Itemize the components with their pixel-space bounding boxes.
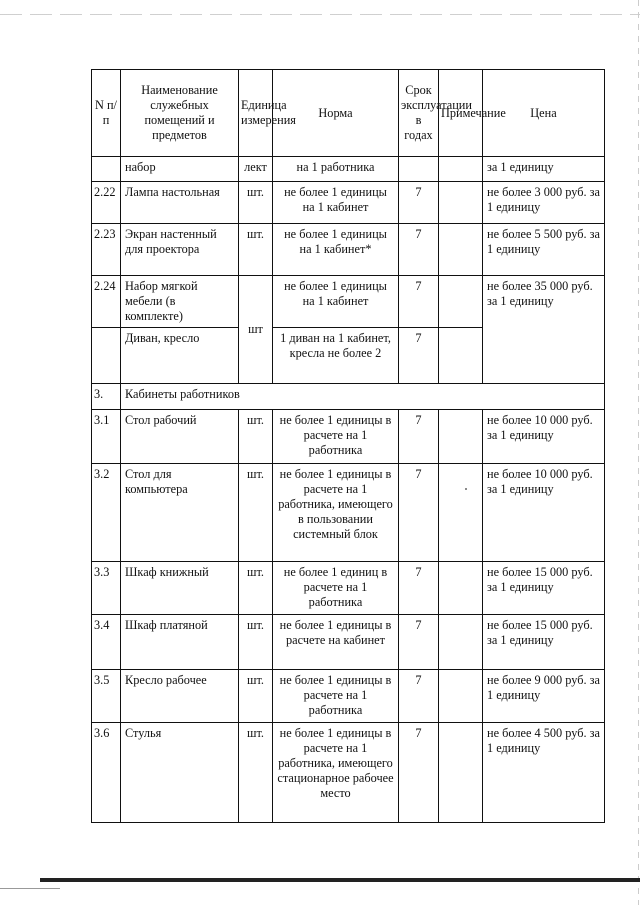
cell-note xyxy=(439,615,483,670)
cell-term: 7 xyxy=(399,410,439,464)
cell-unit: лект xyxy=(239,157,273,182)
scan-top-edge xyxy=(0,14,640,15)
cell-name: Стол для компьютера xyxy=(121,464,239,562)
cell-name: Кресло рабочее xyxy=(121,670,239,723)
cell-unit: шт. xyxy=(239,615,273,670)
cell-norm: не более 1 единицы на 1 кабинет xyxy=(273,182,399,224)
cell-price: не более 3 000 руб. за 1 единицу xyxy=(483,182,605,224)
cell-price: не более 10 000 руб. за 1 единицу xyxy=(483,410,605,464)
cell-term: 7 xyxy=(399,670,439,723)
cell-price: не более 15 000 руб. за 1 единицу xyxy=(483,562,605,615)
cell-num xyxy=(92,157,121,182)
cell-num: 3.2 xyxy=(92,464,121,562)
header-norm: Норма xyxy=(273,70,399,157)
cell-num: 3.5 xyxy=(92,670,121,723)
cell-price: за 1 единицу xyxy=(483,157,605,182)
cell-price: не более 15 000 руб. за 1 единицу xyxy=(483,615,605,670)
cell-note xyxy=(439,224,483,276)
table-row xyxy=(92,615,605,670)
cell-price: не более 35 000 руб. за 1 единицу xyxy=(483,276,605,384)
scan-right-edge xyxy=(638,0,639,905)
table-row xyxy=(92,410,605,464)
cell-num: 2.22 xyxy=(92,182,121,224)
cell-num: 3.4 xyxy=(92,615,121,670)
cell-unit: шт. xyxy=(239,182,273,224)
cell-name: Набор мягкой мебели (в комплекте) xyxy=(121,276,239,328)
cell-norm: не более 1 единицы на 1 кабинет xyxy=(273,276,399,328)
cell-name: Стулья xyxy=(121,723,239,823)
cell-note xyxy=(439,670,483,723)
header-price: Цена xyxy=(483,70,605,157)
table-row xyxy=(92,157,605,182)
cell-num: 3.6 xyxy=(92,723,121,823)
cell-note xyxy=(439,464,483,562)
cell-num: 2.23 xyxy=(92,224,121,276)
cell-name: Лампа настольная xyxy=(121,182,239,224)
cell-unit: шт. xyxy=(239,562,273,615)
cell-num: 3.3 xyxy=(92,562,121,615)
cell-norm: не более 1 единицы в расчете на 1 работника, имеющего стационарное рабочее место xyxy=(273,723,399,823)
header-unit: Единица измерения xyxy=(239,70,273,157)
cell-unit: шт. xyxy=(239,464,273,562)
cell-note xyxy=(439,723,483,823)
cell-unit: шт xyxy=(239,276,273,384)
cell-num xyxy=(92,328,121,384)
cell-term xyxy=(399,157,439,182)
cell-unit: шт. xyxy=(239,723,273,823)
cell-norm: не более 1 единицы в расчете на 1 работника xyxy=(273,410,399,464)
section-title: Кабинеты работников xyxy=(121,384,605,410)
cell-name: набор xyxy=(121,157,239,182)
cell-num: 3.1 xyxy=(92,410,121,464)
cell-term: 7 xyxy=(399,276,439,328)
cell-term: 7 xyxy=(399,328,439,384)
furniture-norms-table xyxy=(91,69,605,823)
cell-term: 7 xyxy=(399,224,439,276)
table-header-row xyxy=(92,70,605,157)
cell-term: 7 xyxy=(399,182,439,224)
table-row xyxy=(92,224,605,276)
cell-note xyxy=(439,562,483,615)
cell-term: 7 xyxy=(399,723,439,823)
cell-name: Экран настенный для проектора xyxy=(121,224,239,276)
scan-bottom-left-mark xyxy=(0,888,60,889)
cell-unit: шт. xyxy=(239,670,273,723)
cell-norm: не более 1 единицы в расчете на 1 работника xyxy=(273,670,399,723)
table-row xyxy=(92,670,605,723)
cell-num: 2.24 xyxy=(92,276,121,328)
cell-note xyxy=(439,182,483,224)
table-row xyxy=(92,182,605,224)
cell-norm: не более 1 единиц в расчете на 1 работника xyxy=(273,562,399,615)
cell-norm: на 1 работника xyxy=(273,157,399,182)
table-row xyxy=(92,723,605,823)
cell-name: Шкаф платяной xyxy=(121,615,239,670)
table-row xyxy=(92,276,605,328)
scan-bottom-edge xyxy=(40,878,640,882)
cell-note xyxy=(439,157,483,182)
table-row xyxy=(92,464,605,562)
table-row xyxy=(92,562,605,615)
cell-norm: не более 1 единицы в расчете на кабинет xyxy=(273,615,399,670)
cell-name: Стол рабочий xyxy=(121,410,239,464)
cell-name: Шкаф книжный xyxy=(121,562,239,615)
cell-unit: шт. xyxy=(239,410,273,464)
cell-price: не более 4 500 руб. за 1 единицу xyxy=(483,723,605,823)
header-note: Примечание xyxy=(439,70,483,157)
cell-term: 7 xyxy=(399,464,439,562)
cell-note xyxy=(439,410,483,464)
cell-term: 7 xyxy=(399,562,439,615)
cell-norm: не более 1 единицы в расчете на 1 работника, имеющего в пользовании системный блок xyxy=(273,464,399,562)
cell-price: не более 10 000 руб. за 1 единицу xyxy=(483,464,605,562)
cell-norm: не более 1 единицы на 1 кабинет* xyxy=(273,224,399,276)
header-num: N п/п xyxy=(92,70,121,157)
cell-note xyxy=(439,328,483,384)
header-name: Наименование служебных помещений и предметов xyxy=(121,70,239,157)
cell-price: не более 9 000 руб. за 1 единицу xyxy=(483,670,605,723)
cell-price: не более 5 500 руб. за 1 единицу xyxy=(483,224,605,276)
cell-term: 7 xyxy=(399,615,439,670)
section-num: 3. xyxy=(92,384,121,410)
section-row xyxy=(92,384,605,410)
cell-unit: шт. xyxy=(239,224,273,276)
cell-note xyxy=(439,276,483,328)
header-term: Срок эксплуатации в годах xyxy=(399,70,439,157)
cell-norm: 1 диван на 1 кабинет, кресла не более 2 xyxy=(273,328,399,384)
cell-name: Диван, кресло xyxy=(121,328,239,384)
